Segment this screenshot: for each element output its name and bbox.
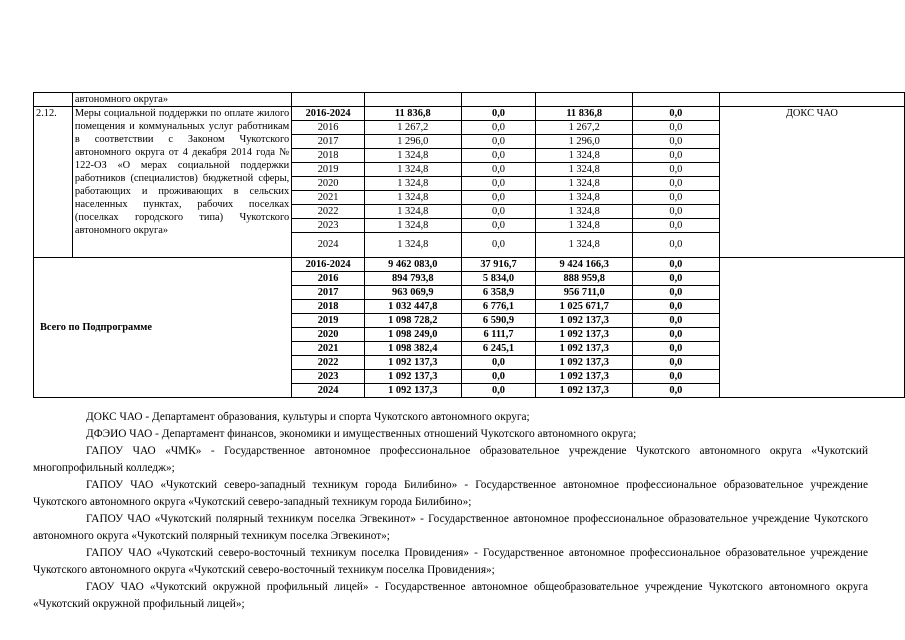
- year-cell: 2021: [292, 191, 365, 205]
- total-amount-cell: 1 098 728,2: [364, 314, 461, 328]
- regional-amount-cell: 1 324,8: [536, 163, 633, 177]
- federal-amount-cell: 0,0: [461, 163, 536, 177]
- year-cell: 2021: [292, 342, 365, 356]
- continued-cell: [461, 93, 536, 107]
- regional-amount-cell: 1 324,8: [536, 191, 633, 205]
- year-cell: 2016: [292, 121, 365, 135]
- regional-amount-cell: 1 092 137,3: [536, 314, 633, 328]
- continued-row: [34, 93, 905, 107]
- federal-amount-cell: 6 776,1: [461, 300, 536, 314]
- other-amount-cell: 0,0: [633, 163, 720, 177]
- year-cell: 2016: [292, 272, 365, 286]
- total-amount-cell: 894 793,8: [364, 272, 461, 286]
- note-gaou-licey: ГАОУ ЧАО «Чукотский окружной профильный лицей» - Государственное автономное общеобразовательное учреждение Чукотского автономного округа «Чукотский окружной профильный лицей»;: [33, 581, 868, 610]
- note-gapou-chmk: ГАПОУ ЧАО «ЧМК» - Государственное автономное профессиональное образовательное учреждение Чукотского автономного округа «Чукотский многопрофильный колледж»;: [33, 445, 868, 474]
- other-amount-cell: 0,0: [633, 300, 720, 314]
- year-cell: 2016-2024: [292, 107, 365, 121]
- year-cell: 2024: [292, 233, 365, 258]
- total-label: Всего по Подпрограмме: [34, 258, 292, 398]
- total-amount-cell: 1 092 137,3: [364, 356, 461, 370]
- year-cell: 2018: [292, 300, 365, 314]
- federal-amount-cell: 0,0: [461, 149, 536, 163]
- other-amount-cell: 0,0: [633, 149, 720, 163]
- regional-amount-cell: 1 092 137,3: [536, 342, 633, 356]
- total-amount-cell: 1 098 382,4: [364, 342, 461, 356]
- other-amount-cell: 0,0: [633, 135, 720, 149]
- year-cell: 2019: [292, 163, 365, 177]
- federal-amount-cell: 0,0: [461, 219, 536, 233]
- abbreviations-notes: [33, 409, 868, 613]
- other-amount-cell: 0,0: [633, 286, 720, 300]
- regional-amount-cell: 1 092 137,3: [536, 356, 633, 370]
- other-amount-cell: 0,0: [633, 107, 720, 121]
- federal-amount-cell: 6 245,1: [461, 342, 536, 356]
- year-cell: 2022: [292, 205, 365, 219]
- federal-amount-cell: 5 834,0: [461, 272, 536, 286]
- regional-amount-cell: 956 711,0: [536, 286, 633, 300]
- other-amount-cell: 0,0: [633, 342, 720, 356]
- continued-cell: [536, 93, 633, 107]
- item-name-text: Меры социальной поддержки по оплате жилого помещения и коммунальных услуг работникам в соответствии с Законом Чукотского автономного округа от 4 декабря 2014 года № 122-ОЗ «О мерах социальной поддержки работников (специалистов) бюджетной сферы, работающих и проживающих в сельских населенных пунктах, рабочих поселках (поселках городского типа) Чукотского автономного округа»: [74, 108, 290, 236]
- federal-amount-cell: 6 358,9: [461, 286, 536, 300]
- regional-amount-cell: 1 324,8: [536, 219, 633, 233]
- year-cell: 2020: [292, 177, 365, 191]
- other-amount-cell: 0,0: [633, 219, 720, 233]
- year-cell: 2024: [292, 384, 365, 398]
- year-cell: 2020: [292, 328, 365, 342]
- total-amount-cell: 1 267,2: [364, 121, 461, 135]
- federal-amount-cell: 0,0: [461, 135, 536, 149]
- year-cell: 2023: [292, 370, 365, 384]
- federal-amount-cell: 0,0: [461, 233, 536, 258]
- other-amount-cell: 0,0: [633, 258, 720, 272]
- responsible-executor: ДОКС ЧАО: [719, 107, 904, 258]
- year-cell: 2022: [292, 356, 365, 370]
- item-number: 2.12.: [34, 107, 73, 258]
- budget-table: [33, 92, 905, 398]
- other-amount-cell: 0,0: [633, 314, 720, 328]
- other-amount-cell: 0,0: [633, 191, 720, 205]
- regional-amount-cell: 1 267,2: [536, 121, 633, 135]
- federal-amount-cell: 6 590,9: [461, 314, 536, 328]
- other-amount-cell: 0,0: [633, 272, 720, 286]
- other-amount-cell: 0,0: [633, 370, 720, 384]
- year-cell: 2017: [292, 286, 365, 300]
- federal-amount-cell: 0,0: [461, 205, 536, 219]
- total-amount-cell: 1 098 249,0: [364, 328, 461, 342]
- continued-cell: [719, 93, 904, 107]
- table-row: [34, 107, 905, 121]
- regional-amount-cell: 1 296,0: [536, 135, 633, 149]
- total-amount-cell: 1 092 137,3: [364, 370, 461, 384]
- other-amount-cell: 0,0: [633, 356, 720, 370]
- total-amount-cell: 1 324,8: [364, 219, 461, 233]
- regional-amount-cell: 11 836,8: [536, 107, 633, 121]
- year-cell: 2019: [292, 314, 365, 328]
- total-amount-cell: 963 069,9: [364, 286, 461, 300]
- regional-amount-cell: 9 424 166,3: [536, 258, 633, 272]
- regional-amount-cell: 1 092 137,3: [536, 384, 633, 398]
- total-amount-cell: 1 324,8: [364, 233, 461, 258]
- year-cell: 2017: [292, 135, 365, 149]
- year-cell: 2016-2024: [292, 258, 365, 272]
- note-doks: ДОКС ЧАО - Департамент образования, культуры и спорта Чукотского автономного округа;: [86, 411, 530, 423]
- other-amount-cell: 0,0: [633, 233, 720, 258]
- table-row: [34, 258, 905, 272]
- note-gapou-egvekinot: ГАПОУ ЧАО «Чукотский полярный техникум поселка Эгвекинот» - Государственное автономное профессиональное образовательное учреждение Чукотского автономного округа «Чукотский полярный техникум поселка Эгвекинот»;: [33, 513, 868, 542]
- federal-amount-cell: 6 111,7: [461, 328, 536, 342]
- continued-cell: [364, 93, 461, 107]
- other-amount-cell: 0,0: [633, 177, 720, 191]
- federal-amount-cell: 0,0: [461, 370, 536, 384]
- federal-amount-cell: 0,0: [461, 384, 536, 398]
- note-gapou-provideniya: ГАПОУ ЧАО «Чукотский северо-восточный техникум поселка Провидения» - Государственное автономное профессиональное образовательное учреждение Чукотского автономного округа «Чукотский северо-восточный техникум поселка Провидения»;: [33, 547, 868, 576]
- other-amount-cell: 0,0: [633, 205, 720, 219]
- other-amount-cell: 0,0: [633, 121, 720, 135]
- regional-amount-cell: 888 959,8: [536, 272, 633, 286]
- total-amount-cell: 1 296,0: [364, 135, 461, 149]
- other-amount-cell: 0,0: [633, 384, 720, 398]
- year-cell: 2018: [292, 149, 365, 163]
- total-amount-cell: 1 324,8: [364, 163, 461, 177]
- total-amount-cell: 9 462 083,0: [364, 258, 461, 272]
- continued-cell: [633, 93, 720, 107]
- regional-amount-cell: 1 025 671,7: [536, 300, 633, 314]
- total-amount-cell: 1 324,8: [364, 205, 461, 219]
- other-amount-cell: 0,0: [633, 328, 720, 342]
- federal-amount-cell: 0,0: [461, 121, 536, 135]
- total-amount-cell: 11 836,8: [364, 107, 461, 121]
- item-name: [72, 107, 291, 258]
- year-cell: 2023: [292, 219, 365, 233]
- continued-cell: [292, 93, 365, 107]
- federal-amount-cell: 0,0: [461, 177, 536, 191]
- federal-amount-cell: 0,0: [461, 107, 536, 121]
- federal-amount-cell: 0,0: [461, 191, 536, 205]
- total-amount-cell: 1 324,8: [364, 149, 461, 163]
- federal-amount-cell: 37 916,7: [461, 258, 536, 272]
- total-amount-cell: 1 324,8: [364, 177, 461, 191]
- total-amount-cell: 1 092 137,3: [364, 384, 461, 398]
- total-responsible-cell: [719, 258, 904, 398]
- regional-amount-cell: 1 324,8: [536, 205, 633, 219]
- regional-amount-cell: 1 324,8: [536, 177, 633, 191]
- continued-text: автономного округа»: [72, 93, 291, 107]
- total-amount-cell: 1 032 447,8: [364, 300, 461, 314]
- regional-amount-cell: 1 092 137,3: [536, 328, 633, 342]
- federal-amount-cell: 0,0: [461, 356, 536, 370]
- regional-amount-cell: 1 092 137,3: [536, 370, 633, 384]
- note-dfeio: ДФЭИО ЧАО - Департамент финансов, экономики и имущественных отношений Чукотского автономного округа;: [86, 428, 637, 440]
- regional-amount-cell: 1 324,8: [536, 149, 633, 163]
- note-gapou-bilibino: ГАПОУ ЧАО «Чукотский северо-западный техникум города Билибино» - Государственное автономное профессиональное образовательное учреждение Чукотского автономного округа «Чукотский северо-западный техникум города Билибино»;: [33, 479, 868, 508]
- continued-num-cell: [34, 93, 73, 107]
- regional-amount-cell: 1 324,8: [536, 233, 633, 258]
- total-amount-cell: 1 324,8: [364, 191, 461, 205]
